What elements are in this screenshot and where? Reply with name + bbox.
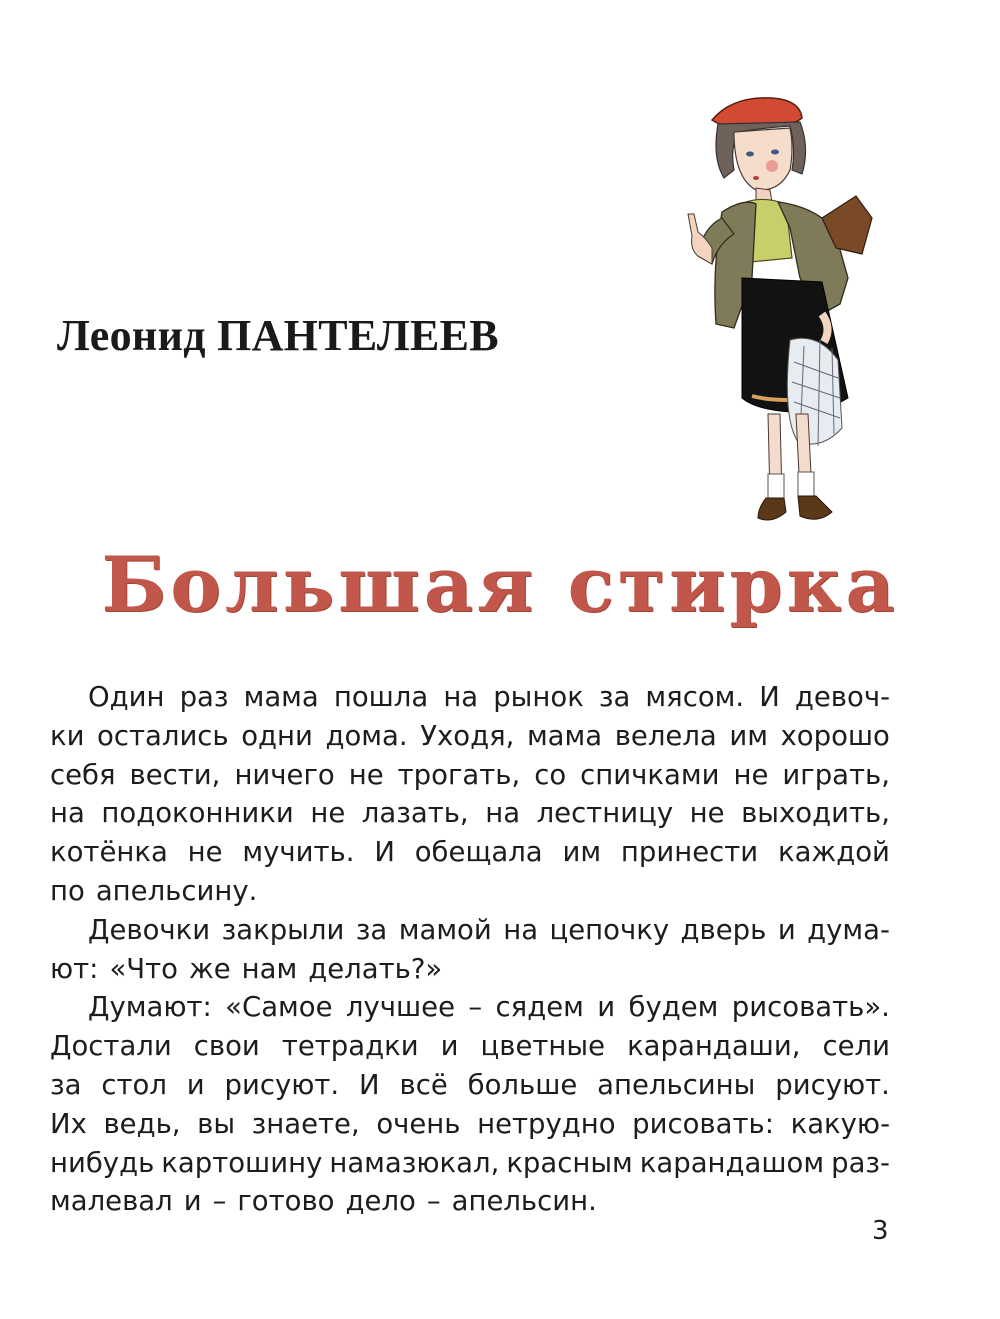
word: за	[355, 913, 388, 946]
word: мучить.	[242, 836, 355, 869]
word: свои	[193, 1030, 260, 1063]
word: «Самое	[225, 991, 333, 1024]
text-line	[50, 872, 890, 911]
author-name: Леонид ПАНТЕЛЕЕВ	[57, 311, 499, 360]
word: мясом.	[645, 681, 745, 713]
word: девоч-	[794, 681, 890, 713]
story-text	[50, 678, 890, 1221]
word: рынок	[493, 681, 584, 713]
word: себя	[50, 758, 116, 791]
word: –	[212, 1185, 227, 1218]
word: вы	[197, 1107, 236, 1140]
word: карандашом	[639, 1146, 825, 1179]
word: Думают:	[88, 991, 212, 1024]
word: обещала	[414, 836, 543, 869]
girl-illustration	[672, 78, 882, 538]
word: Их	[50, 1107, 87, 1140]
word: апельсины	[597, 1068, 756, 1101]
word: закрыли	[221, 913, 345, 946]
word: дверь	[680, 913, 767, 946]
word: лучшее	[345, 991, 456, 1024]
word: апельсин.	[451, 1185, 597, 1218]
word: ют:	[50, 952, 99, 985]
word: стол	[101, 1068, 167, 1101]
word: дело	[345, 1185, 416, 1218]
word: нибудь	[50, 1146, 155, 1179]
word: на	[443, 681, 479, 713]
word: И	[359, 1068, 380, 1101]
word: ведь,	[103, 1107, 181, 1140]
word: Уходя,	[420, 719, 515, 752]
word: Достали	[50, 1030, 172, 1063]
word: не	[310, 797, 346, 830]
word: велела	[614, 719, 717, 752]
text-line	[50, 1105, 890, 1144]
word: за	[50, 1068, 82, 1101]
word: трогать,	[397, 758, 521, 791]
text-line	[50, 794, 890, 833]
word: лестницу	[536, 797, 674, 830]
word: не	[733, 758, 769, 791]
word: малевал	[50, 1185, 173, 1218]
word: апельсину.	[95, 874, 258, 907]
word: мама	[526, 719, 603, 752]
word: дума-	[807, 913, 890, 946]
word: вести,	[129, 758, 221, 791]
word: рисовать».	[731, 991, 890, 1024]
text-line	[50, 1027, 890, 1066]
word: цветные	[480, 1030, 606, 1063]
word: Девочки	[88, 913, 211, 946]
word: подоконники	[101, 797, 294, 830]
text-line	[50, 911, 890, 950]
word: хорошо	[780, 719, 890, 752]
word: тетрадки	[281, 1030, 419, 1063]
word: –	[426, 1185, 441, 1218]
word: рисовать:	[632, 1107, 774, 1140]
word: ки	[50, 719, 85, 752]
word: и	[440, 1030, 459, 1063]
word: выходить,	[741, 797, 890, 830]
word: знаете,	[251, 1107, 360, 1140]
text-line	[50, 1066, 890, 1105]
word: сядем	[495, 991, 584, 1024]
word: со	[534, 758, 567, 791]
text-line	[50, 988, 890, 1027]
word: И	[759, 681, 780, 713]
word: делать?»	[308, 952, 443, 985]
word: мама	[243, 681, 319, 713]
word: на	[50, 797, 85, 830]
word: спичками	[580, 758, 720, 791]
word: Один	[88, 681, 165, 713]
word: котёнка	[50, 836, 168, 869]
word: будем	[628, 991, 719, 1024]
word: «Что	[109, 952, 178, 985]
text-line	[50, 756, 890, 795]
text-line	[50, 1182, 890, 1221]
word: сели	[822, 1030, 890, 1063]
word: красным	[506, 1146, 633, 1179]
text-line	[50, 717, 890, 756]
text-line	[50, 1144, 890, 1183]
word: пошла	[333, 681, 429, 713]
word: лазать,	[361, 797, 469, 830]
text-line	[50, 950, 890, 989]
word: каждой	[777, 836, 890, 869]
word: всё	[399, 1068, 448, 1101]
word: остались	[97, 719, 229, 752]
word: намазюкал,	[329, 1146, 500, 1179]
word: И	[374, 836, 395, 869]
page-number: 3	[872, 1216, 889, 1246]
word: не	[689, 797, 725, 830]
word: рисуют.	[775, 1068, 890, 1101]
word: не	[187, 836, 223, 869]
text-line	[50, 833, 890, 872]
text-line	[50, 678, 890, 717]
word: картошину	[161, 1146, 323, 1179]
word: не	[348, 758, 384, 791]
word: нам	[241, 952, 298, 985]
word: очень	[376, 1107, 461, 1140]
word: готово	[237, 1185, 335, 1218]
word: карандаши,	[627, 1030, 801, 1063]
word: рисуют.	[224, 1068, 340, 1101]
word: одни	[241, 719, 313, 752]
word: играть,	[782, 758, 890, 791]
word: и	[597, 991, 616, 1024]
story-title: Большая стирка	[101, 540, 899, 629]
word: им	[729, 719, 768, 752]
word: мамой	[398, 913, 492, 946]
word: им	[562, 836, 602, 869]
word: же	[188, 952, 231, 985]
word: раз	[179, 681, 229, 713]
word: ничего	[234, 758, 335, 791]
word: какую-	[790, 1107, 890, 1140]
word: раз-	[831, 1146, 890, 1179]
word: цепочку	[549, 913, 670, 946]
word: и	[777, 913, 796, 946]
word: и	[186, 1068, 205, 1101]
word: дома.	[325, 719, 408, 752]
word: нетрудно	[477, 1107, 616, 1140]
word: за	[598, 681, 631, 713]
word: на	[503, 913, 539, 946]
word: и	[183, 1185, 202, 1218]
word: на	[485, 797, 521, 830]
word: по	[50, 874, 85, 907]
word: принести	[620, 836, 759, 869]
word: больше	[467, 1068, 578, 1101]
word: –	[468, 991, 483, 1024]
